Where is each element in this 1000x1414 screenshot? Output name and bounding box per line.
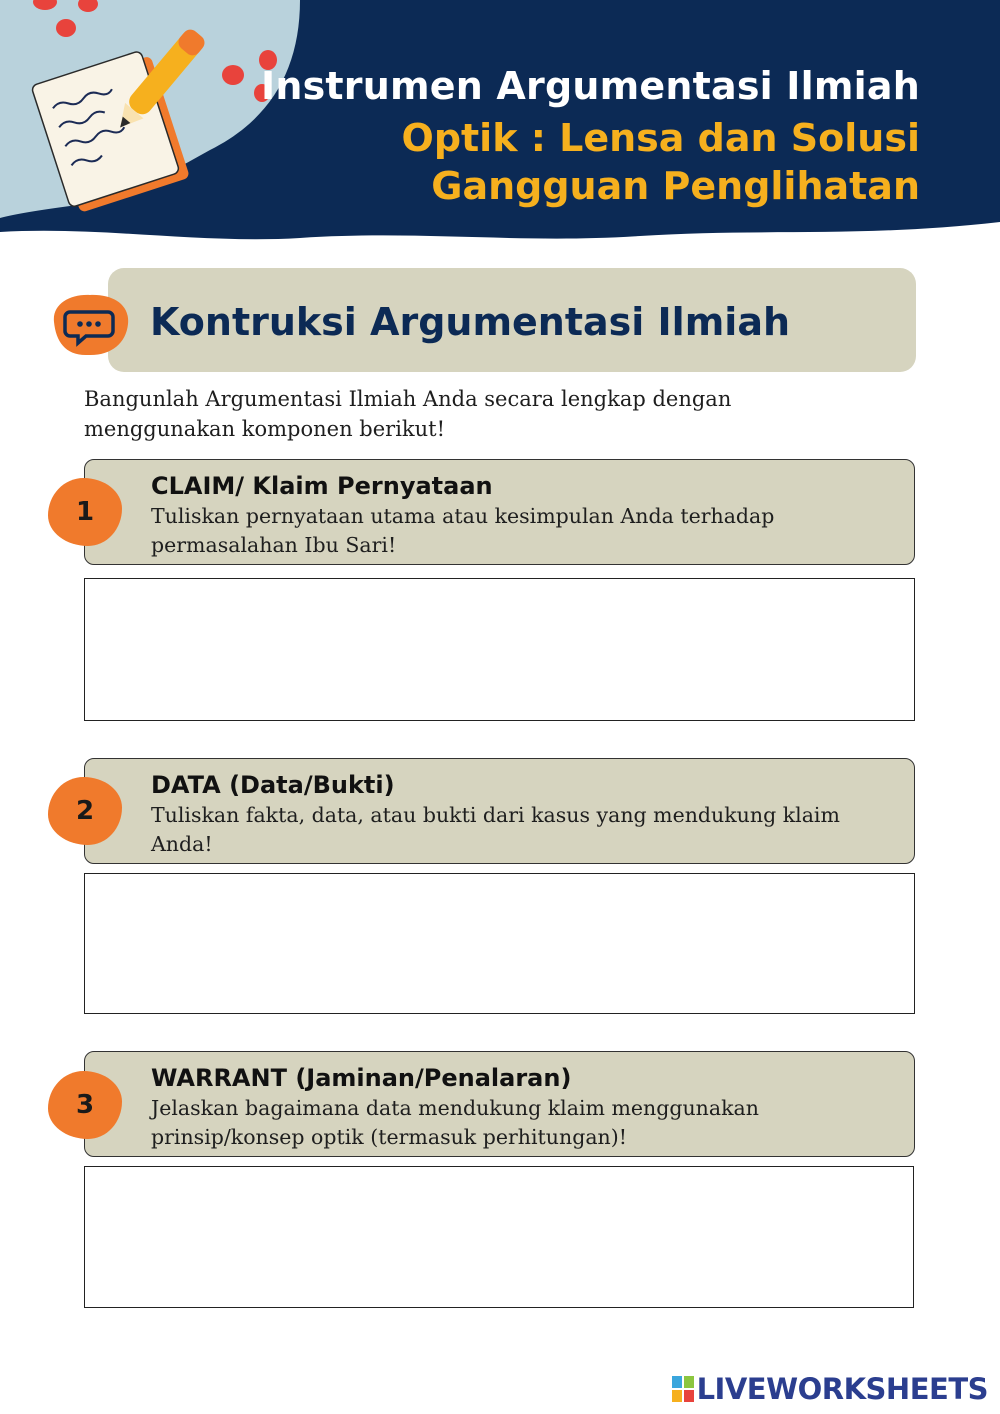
- step-description: Tuliskan pernyataan utama atau kesimpulan Anda terhadap permasalahan Ibu Sari!: [151, 504, 775, 557]
- step-card-warrant: [84, 1051, 915, 1157]
- liveworksheets-logo-icon: [671, 1375, 695, 1403]
- step-card-claim: [84, 459, 915, 565]
- claim-answer-box[interactable]: [84, 578, 915, 721]
- page-title: Instrumen Argumentasi Ilmiah: [260, 64, 920, 108]
- liveworksheets-brand: [671, 1372, 988, 1406]
- intro-text: Bangunlah Argumentasi Ilmiah Anda secara lengkap dengan menggunakan komponen berikut!: [84, 387, 732, 441]
- step-number-badge: 2: [48, 777, 122, 845]
- header-banner: [0, 0, 1000, 260]
- step-card-data: [84, 758, 915, 864]
- chat-bubble-icon: [46, 292, 132, 358]
- step-number-badge: 3: [48, 1071, 122, 1139]
- brand-name: LIVEWORKSHEETS: [696, 1372, 988, 1406]
- section-title: Kontruksi Argumentasi Ilmiah: [150, 300, 791, 344]
- step-heading: DATA (Data/Bukti): [151, 771, 395, 799]
- step-description: Tuliskan fakta, data, atau bukti dari kasus yang mendukung klaim Anda!: [151, 803, 840, 856]
- subtitle-line-2: Gangguan Penglihatan: [431, 164, 920, 208]
- step-heading: WARRANT (Jaminan/Penalaran): [151, 1064, 572, 1092]
- data-answer-box[interactable]: [84, 873, 915, 1014]
- page-subtitle: [402, 114, 920, 210]
- warrant-answer-box[interactable]: [84, 1166, 914, 1308]
- subtitle-line-1: Optik : Lensa dan Solusi: [401, 116, 920, 160]
- step-number-badge: 1: [48, 478, 122, 546]
- step-description: Jelaskan bagaimana data mendukung klaim menggunakan prinsip/konsep optik (termasuk perhitungan)!: [151, 1096, 759, 1149]
- step-heading: CLAIM/ Klaim Pernyataan: [151, 472, 493, 500]
